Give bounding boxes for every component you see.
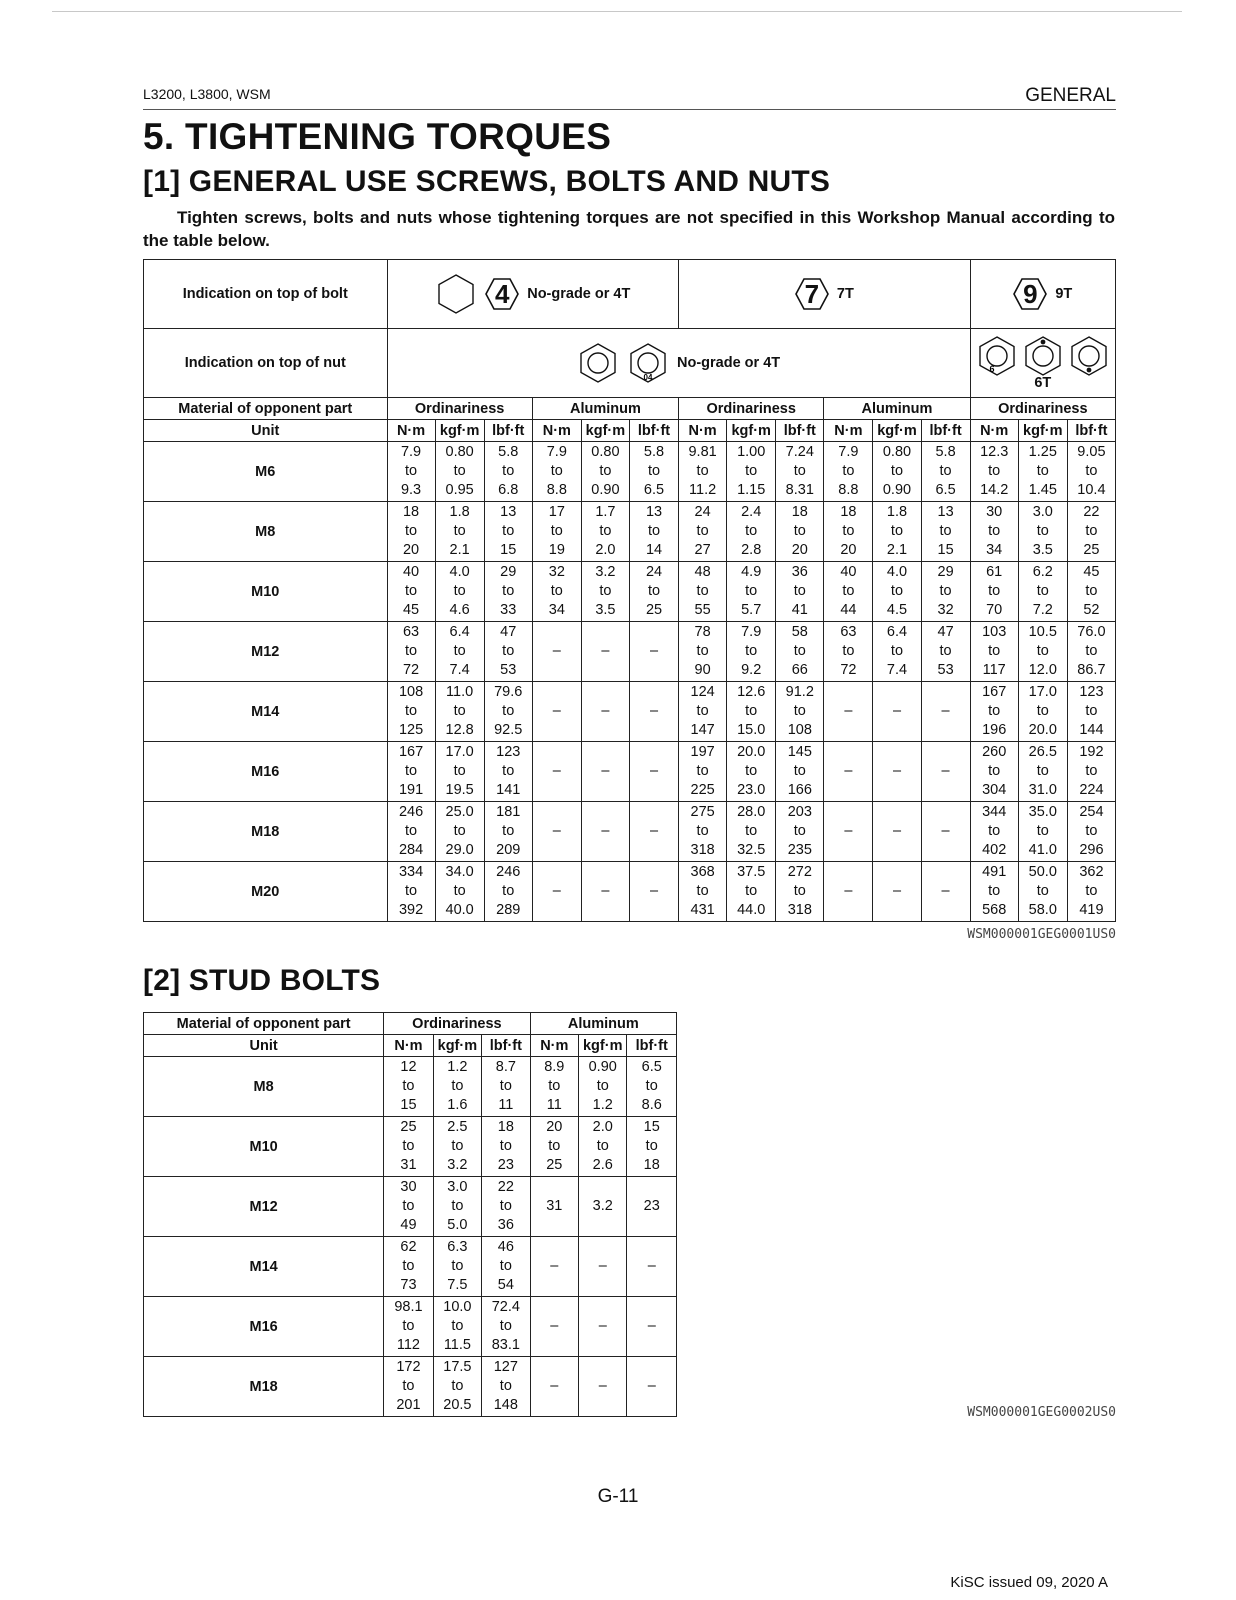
torque-value: 2.4 to 2.8 <box>727 502 776 562</box>
torque-value: 275 to 318 <box>679 802 727 862</box>
bolt-mark-4t-label: No-grade or 4T <box>527 286 631 302</box>
torque-value: 40 to 45 <box>387 562 435 622</box>
bolt-size-m12: M12 <box>144 1177 384 1237</box>
torque-value: 15 to 18 <box>627 1117 677 1177</box>
hex-nut-plain-icon <box>577 342 619 384</box>
section1-intro: Tighten screws, bolts and nuts whose tightening torques are not specified in this Workshop Manual according to the table below. <box>143 208 1115 250</box>
bolt-size-m20: M20 <box>144 862 388 922</box>
torque-value: 362 to 419 <box>1067 862 1115 922</box>
torque-value: 103 to 117 <box>970 622 1018 682</box>
torque-value: 197 to 225 <box>679 742 727 802</box>
header-rule <box>143 109 1116 110</box>
section1-code: WSM000001GEG0001US0 <box>967 927 1116 942</box>
torque-value: 3.2 to 3.5 <box>581 562 629 622</box>
torque-value: 78 to 90 <box>679 622 727 682</box>
torque-value: 17.0 to 20.0 <box>1018 682 1067 742</box>
bolt-mark-7t-label: 7T <box>836 286 854 302</box>
torque-value: 18 to 20 <box>776 502 824 562</box>
torque-value: 3.2 <box>579 1177 627 1237</box>
torque-value: 17 to 19 <box>532 502 581 562</box>
torque-value: 272 to 318 <box>776 862 824 922</box>
material-group-1: Ordinariness <box>384 1013 530 1035</box>
torque-value: – <box>629 682 678 742</box>
torque-value: 29 to 32 <box>921 562 970 622</box>
unit-header: lbf·ft <box>1067 420 1115 442</box>
torque-value: – <box>627 1237 677 1297</box>
unit-header: N·m <box>679 420 727 442</box>
table-row <box>144 1057 677 1117</box>
unit-header: kgf·m <box>581 420 629 442</box>
issued-note: KiSC issued 09, 2020 A <box>950 1574 1108 1591</box>
torque-value: – <box>824 802 873 862</box>
torque-value: 76.0 to 86.7 <box>1067 622 1115 682</box>
table-row <box>144 1297 677 1357</box>
torque-value: – <box>581 802 629 862</box>
hexagon-grade-7-icon: 7 <box>795 277 829 311</box>
header-section: GENERAL <box>1025 85 1116 106</box>
torque-value: 246 to 284 <box>387 802 435 862</box>
nut-mark-6t <box>970 329 1115 398</box>
unit-header: N·m <box>532 420 581 442</box>
torque-value: – <box>530 1237 578 1297</box>
unit-header: lbf·ft <box>627 1035 677 1057</box>
torque-value: – <box>921 682 970 742</box>
torque-value: 28.0 to 32.5 <box>727 802 776 862</box>
torque-value: 246 to 289 <box>484 862 532 922</box>
torque-value: 108 to 125 <box>387 682 435 742</box>
torque-value: 25 to 31 <box>384 1117 433 1177</box>
torque-value: 123 to 144 <box>1067 682 1115 742</box>
torque-value: 6.2 to 7.2 <box>1018 562 1067 622</box>
hex-nut-dot-bottom-icon <box>1068 335 1110 377</box>
plain-hexagon-icon <box>435 273 477 315</box>
torque-value: – <box>873 802 921 862</box>
torque-value: 6.4 to 7.4 <box>435 622 484 682</box>
unit-header: kgf·m <box>1018 420 1067 442</box>
bolt-size-m8: M8 <box>144 1057 384 1117</box>
bolt-size-m14: M14 <box>144 682 388 742</box>
torque-value: 17.0 to 19.5 <box>435 742 484 802</box>
torque-value: 172 to 201 <box>384 1357 433 1417</box>
torque-value: 79.6 to 92.5 <box>484 682 532 742</box>
torque-value: 0.80 to 0.90 <box>873 442 921 502</box>
torque-value: 4.0 to 4.6 <box>435 562 484 622</box>
torque-value: 18 to 23 <box>482 1117 530 1177</box>
torque-value: 47 to 53 <box>921 622 970 682</box>
table-row <box>144 1117 677 1177</box>
torque-value: 124 to 147 <box>679 682 727 742</box>
torque-value: – <box>532 682 581 742</box>
table-row <box>144 1237 677 1297</box>
torque-value: 181 to 209 <box>484 802 532 862</box>
torque-value: 127 to 148 <box>482 1357 530 1417</box>
torque-value: 7.24 to 8.31 <box>776 442 824 502</box>
torque-value: – <box>532 622 581 682</box>
torque-value: 3.0 to 3.5 <box>1018 502 1067 562</box>
material-group-1: Ordinariness <box>387 398 532 420</box>
torque-value: – <box>627 1357 677 1417</box>
unit-header: lbf·ft <box>629 420 678 442</box>
torque-value: 7.9 to 9.3 <box>387 442 435 502</box>
torque-value: 5.8 to 6.5 <box>921 442 970 502</box>
section2-code: WSM000001GEG0002US0 <box>967 1405 1116 1420</box>
torque-value: – <box>629 802 678 862</box>
torque-value: 8.7 to 11 <box>482 1057 530 1117</box>
torque-value: – <box>532 742 581 802</box>
torque-value: 98.1 to 112 <box>384 1297 433 1357</box>
torque-value: 10.5 to 12.0 <box>1018 622 1067 682</box>
torque-value: 36 to 41 <box>776 562 824 622</box>
table-row <box>144 622 1116 682</box>
torque-value: 50.0 to 58.0 <box>1018 862 1067 922</box>
torque-value: 9.05 to 10.4 <box>1067 442 1115 502</box>
torque-value: 20 to 25 <box>530 1117 578 1177</box>
table-row <box>144 1177 677 1237</box>
torque-value: 29 to 33 <box>484 562 532 622</box>
unit-header: kgf·m <box>579 1035 627 1057</box>
torque-value: 7.9 to 8.8 <box>824 442 873 502</box>
torque-value: 6.4 to 7.4 <box>873 622 921 682</box>
general-torque-table <box>143 259 1116 922</box>
page-number: G-11 <box>597 1486 639 1507</box>
torque-value: – <box>530 1357 578 1417</box>
torque-value: – <box>581 622 629 682</box>
section1-heading: [1] GENERAL USE SCREWS, BOLTS AND NUTS <box>143 165 831 198</box>
torque-value: 37.5 to 44.0 <box>727 862 776 922</box>
table-row <box>144 442 1116 502</box>
bolt-size-m10: M10 <box>144 1117 384 1177</box>
torque-value: – <box>824 742 873 802</box>
torque-value: 23 <box>627 1177 677 1237</box>
top-rule <box>52 11 1182 12</box>
torque-value: – <box>530 1297 578 1357</box>
torque-value: 22 to 36 <box>482 1177 530 1237</box>
torque-value: 123 to 141 <box>484 742 532 802</box>
torque-value: 0.80 to 0.90 <box>581 442 629 502</box>
bolt-size-m18: M18 <box>144 802 388 862</box>
unit-header: N·m <box>384 1035 433 1057</box>
unit-header: N·m <box>387 420 435 442</box>
torque-value: – <box>581 742 629 802</box>
stud-unit-label: Unit <box>144 1035 384 1057</box>
unit-header: kgf·m <box>433 1035 481 1057</box>
nut-mark-4t-label: No-grade or 4T <box>677 355 781 371</box>
bolt-size-m10: M10 <box>144 562 388 622</box>
bolt-size-m16: M16 <box>144 742 388 802</box>
torque-value: 12.6 to 15.0 <box>727 682 776 742</box>
torque-value: 31 <box>530 1177 578 1237</box>
hex-nut-6-icon <box>976 335 1018 377</box>
bolt-mark-4t <box>387 260 679 329</box>
material-group-3: Ordinariness <box>679 398 824 420</box>
torque-value: 30 to 34 <box>970 502 1018 562</box>
torque-value: 20.0 to 23.0 <box>727 742 776 802</box>
torque-value: – <box>921 862 970 922</box>
torque-value: 10.0 to 11.5 <box>433 1297 481 1357</box>
bolt-size-m12: M12 <box>144 622 388 682</box>
hexagon-grade-9-icon: 9 <box>1013 277 1047 311</box>
torque-value: 167 to 191 <box>387 742 435 802</box>
table-row <box>144 742 1116 802</box>
torque-value: 18 to 20 <box>824 502 873 562</box>
torque-value: – <box>873 682 921 742</box>
torque-value: 254 to 296 <box>1067 802 1115 862</box>
torque-value: 0.90 to 1.2 <box>579 1057 627 1117</box>
header-models: L3200, L3800, WSM <box>143 86 271 102</box>
torque-value: – <box>629 622 678 682</box>
svg-text:04: 04 <box>643 373 653 382</box>
stud-material-label: Material of opponent part <box>144 1013 384 1035</box>
unit-header: N·m <box>970 420 1018 442</box>
unit-header: N·m <box>530 1035 578 1057</box>
material-label: Material of opponent part <box>144 398 388 420</box>
material-group-2: Aluminum <box>532 398 678 420</box>
torque-value: 1.00 to 1.15 <box>727 442 776 502</box>
material-group-2: Aluminum <box>530 1013 676 1035</box>
table-row <box>144 1357 677 1417</box>
torque-value: 63 to 72 <box>824 622 873 682</box>
table-row <box>144 802 1116 862</box>
torque-value: – <box>532 862 581 922</box>
unit-label: Unit <box>144 420 388 442</box>
torque-value: 9.81 to 11.2 <box>679 442 727 502</box>
nut-indication-label: Indication on top of nut <box>144 329 388 398</box>
torque-value: 12 to 15 <box>384 1057 433 1117</box>
torque-value: – <box>873 742 921 802</box>
hex-nut-04-icon <box>627 342 669 384</box>
unit-header: lbf·ft <box>484 420 532 442</box>
torque-value: 3.0 to 5.0 <box>433 1177 481 1237</box>
torque-value: 24 to 25 <box>629 562 678 622</box>
table-row <box>144 682 1116 742</box>
unit-header: kgf·m <box>873 420 921 442</box>
torque-value: – <box>581 862 629 922</box>
unit-header: lbf·ft <box>921 420 970 442</box>
torque-value: 91.2 to 108 <box>776 682 824 742</box>
material-group-4: Aluminum <box>824 398 970 420</box>
table-row <box>144 562 1116 622</box>
bolt-size-m14: M14 <box>144 1237 384 1297</box>
torque-value: 0.80 to 0.95 <box>435 442 484 502</box>
torque-value: 167 to 196 <box>970 682 1018 742</box>
torque-value: 5.8 to 6.8 <box>484 442 532 502</box>
torque-value: – <box>579 1297 627 1357</box>
torque-value: 145 to 166 <box>776 742 824 802</box>
torque-value: – <box>824 862 873 922</box>
torque-value: – <box>627 1297 677 1357</box>
torque-value: 40 to 44 <box>824 562 873 622</box>
bolt-size-m18: M18 <box>144 1357 384 1417</box>
torque-value: 4.0 to 4.5 <box>873 562 921 622</box>
torque-value: – <box>629 742 678 802</box>
torque-value: 192 to 224 <box>1067 742 1115 802</box>
torque-value: – <box>921 742 970 802</box>
section2-heading: [2] STUD BOLTS <box>143 964 381 997</box>
torque-value: 25.0 to 29.0 <box>435 802 484 862</box>
torque-value: – <box>629 862 678 922</box>
torque-value: 2.0 to 2.6 <box>579 1117 627 1177</box>
table-row <box>144 862 1116 922</box>
nut-mark-6t-label: 6T <box>1034 375 1052 391</box>
torque-value: 1.25 to 1.45 <box>1018 442 1067 502</box>
bolt-size-m6: M6 <box>144 442 388 502</box>
torque-value: 2.5 to 3.2 <box>433 1117 481 1177</box>
hexagon-grade-4-icon: 4 <box>485 277 519 311</box>
unit-header: kgf·m <box>727 420 776 442</box>
torque-value: 344 to 402 <box>970 802 1018 862</box>
torque-value: 61 to 70 <box>970 562 1018 622</box>
unit-header: N·m <box>824 420 873 442</box>
nut-mark-4t <box>387 329 970 398</box>
torque-value: 6.5 to 8.6 <box>627 1057 677 1117</box>
torque-value: 13 to 14 <box>629 502 678 562</box>
torque-value: 32 to 34 <box>532 562 581 622</box>
torque-value: 13 to 15 <box>921 502 970 562</box>
torque-value: 34.0 to 40.0 <box>435 862 484 922</box>
torque-value: 22 to 25 <box>1067 502 1115 562</box>
torque-value: 63 to 72 <box>387 622 435 682</box>
torque-value: 48 to 55 <box>679 562 727 622</box>
torque-value: 17.5 to 20.5 <box>433 1357 481 1417</box>
stud-bolt-table <box>143 1012 677 1417</box>
torque-value: 30 to 49 <box>384 1177 433 1237</box>
torque-value: 35.0 to 41.0 <box>1018 802 1067 862</box>
torque-value: 46 to 54 <box>482 1237 530 1297</box>
torque-value: 203 to 235 <box>776 802 824 862</box>
unit-header: lbf·ft <box>776 420 824 442</box>
torque-value: 47 to 53 <box>484 622 532 682</box>
torque-value: – <box>579 1237 627 1297</box>
hex-nut-dot-icon <box>1022 335 1064 377</box>
torque-value: 1.8 to 2.1 <box>435 502 484 562</box>
torque-value: – <box>921 802 970 862</box>
torque-value: – <box>532 802 581 862</box>
torque-value: 18 to 20 <box>387 502 435 562</box>
torque-value: 334 to 392 <box>387 862 435 922</box>
bolt-mark-9t-label: 9T <box>1055 286 1073 302</box>
table-row <box>144 502 1116 562</box>
torque-value: 26.5 to 31.0 <box>1018 742 1067 802</box>
torque-value: 491 to 568 <box>970 862 1018 922</box>
torque-value: 72.4 to 83.1 <box>482 1297 530 1357</box>
bolt-mark-7t <box>679 260 971 329</box>
torque-value: 24 to 27 <box>679 502 727 562</box>
torque-value: 7.9 to 8.8 <box>532 442 581 502</box>
bolt-size-m8: M8 <box>144 502 388 562</box>
torque-value: 13 to 15 <box>484 502 532 562</box>
torque-value: 1.8 to 2.1 <box>873 502 921 562</box>
torque-value: 62 to 73 <box>384 1237 433 1297</box>
torque-value: 1.7 to 2.0 <box>581 502 629 562</box>
torque-value: 368 to 431 <box>679 862 727 922</box>
bolt-size-m16: M16 <box>144 1297 384 1357</box>
torque-value: 58 to 66 <box>776 622 824 682</box>
page-title: 5. TIGHTENING TORQUES <box>143 116 612 157</box>
bolt-indication-label: Indication on top of bolt <box>144 260 388 329</box>
torque-value: – <box>581 682 629 742</box>
torque-value: 7.9 to 9.2 <box>727 622 776 682</box>
torque-value: – <box>873 862 921 922</box>
torque-value: 6.3 to 7.5 <box>433 1237 481 1297</box>
torque-value: 12.3 to 14.2 <box>970 442 1018 502</box>
bolt-mark-9t <box>970 260 1115 329</box>
material-group-5: Ordinariness <box>970 398 1115 420</box>
torque-value: 4.9 to 5.7 <box>727 562 776 622</box>
torque-value: – <box>579 1357 627 1417</box>
torque-value: 5.8 to 6.5 <box>629 442 678 502</box>
unit-header: kgf·m <box>435 420 484 442</box>
svg-text:6: 6 <box>989 364 995 374</box>
torque-value: – <box>824 682 873 742</box>
torque-value: 8.9 to 11 <box>530 1057 578 1117</box>
unit-header: lbf·ft <box>482 1035 530 1057</box>
torque-value: 1.2 to 1.6 <box>433 1057 481 1117</box>
torque-value: 45 to 52 <box>1067 562 1115 622</box>
torque-value: 11.0 to 12.8 <box>435 682 484 742</box>
torque-value: 260 to 304 <box>970 742 1018 802</box>
